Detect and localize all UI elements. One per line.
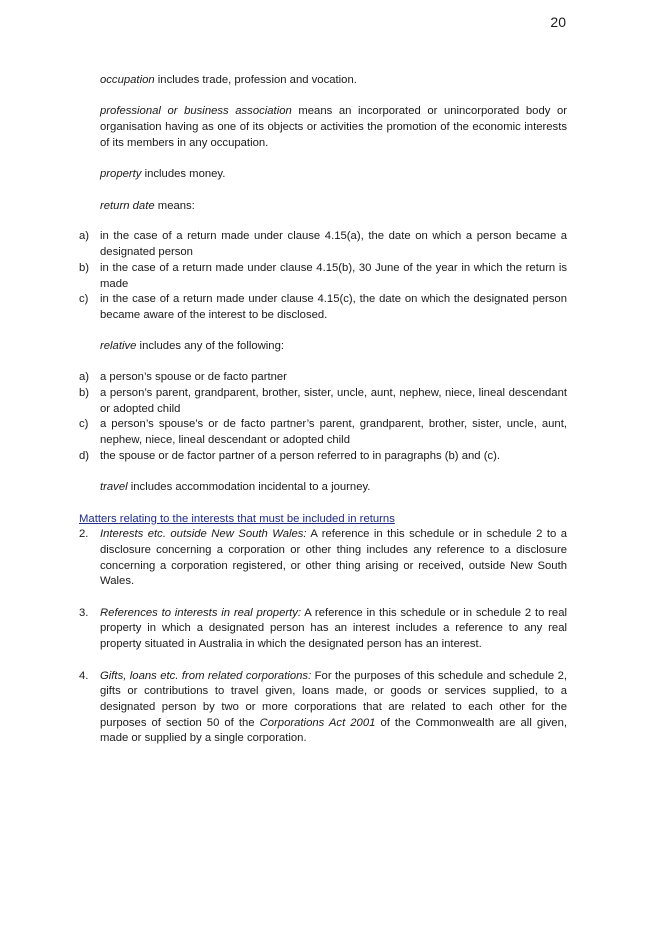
list-item [79,449,567,465]
defined-term: return date [100,199,155,212]
list-marker: a) [79,230,90,243]
clause-text [100,669,567,748]
relative-list [79,370,567,464]
clause-text [100,606,567,653]
definition-text: means an incorporated or unincorporated body or organisation having as one of its objects or activities the promotion of the economic interests of its members in any occupation. [100,105,567,149]
list-text: in the case of a return made under clause 4.15(c), the date on which the designated person became aware of the interest to be disclosed. [100,293,567,321]
list-text: a person’s spouse’s or de facto partner’s parent, grandparent, brother, sister, uncle, aunt, nephew, niece, lineal descendant or adopted child [100,418,567,447]
clause-text [100,527,567,590]
defined-term: travel [100,481,128,494]
clause-number: 2. [79,528,89,541]
definition-property [100,167,567,183]
numbered-clauses [79,527,567,747]
list-item [79,292,567,323]
list-marker: d) [79,449,90,462]
clause-item [79,527,567,590]
definition-return-date [100,199,567,215]
clause-lead: References to interests in real property: [100,606,302,619]
clause-item [79,669,567,748]
list-text: in the case of a return made under clause 4.15(b), 30 June of the year in which the return is made [100,261,567,290]
list-marker: c) [79,293,89,306]
clause-body: A reference in this schedule or in schedule 2 to a disclosure concerning a corporation or other thing includes any reference to a disclosure concerning a corporation registered, or other thing arising or received, outside New South Wales. [100,528,567,588]
definition-text: includes any of the following: [136,340,284,353]
clause-number: 3. [79,606,89,619]
list-text: a person’s spouse or de facto partner [100,371,287,384]
page-number: 20 [550,14,566,30]
clause-body-tail: of the Commonwealth are all given, made or supplied by a single corporation. [100,716,568,745]
clause-body: A reference in this schedule or in schedule 2 to real property in which a designated person has an interest includes a reference to any real property situated in Australia in which the designated person has an interest. [100,606,567,651]
list-marker: b) [79,386,90,399]
defined-term: property [100,168,142,181]
clause-lead: Gifts, loans etc. from related corporations: [100,669,312,682]
clause-number: 4. [79,669,89,682]
document-body [79,73,567,763]
definition-occupation [100,73,567,89]
clause-lead: Interests etc. outside New South Wales: [100,528,307,541]
list-text: the spouse or de factor partner of a person referred to in paragraphs (b) and (c). [100,449,501,462]
definition-text: includes accommodation incidental to a journey. [127,481,371,494]
list-item [79,229,567,260]
list-text: a person’s parent, grandparent, brother, sister, uncle, aunt, nephew, niece, lineal descendant or adopted child [100,386,567,415]
definition-relative [100,339,567,355]
list-item [79,417,567,448]
clause-body: For the purposes of this schedule and schedule 2, gifts or contributions to travel given, loans made, or goods or services supplied, to a designated person by two or more corporations that are related to each other for the purposes of section 50 of the [100,669,567,729]
return-date-list [79,229,567,323]
definition-professional-association [100,104,567,151]
list-marker: a) [79,371,90,384]
defined-term: occupation [100,74,155,86]
list-item [79,386,567,417]
section-heading: Matters relating to the interests that must be included in returns [79,512,395,525]
list-item [79,261,567,292]
act-name: Corporations Act 2001 [259,716,376,729]
list-marker: c) [79,418,89,431]
definition-text: includes money. [141,168,226,181]
definition-text: means: [154,199,195,212]
list-marker: b) [79,261,90,274]
defined-term: relative [100,340,137,353]
defined-term: professional or business association [100,105,292,118]
list-item [79,370,567,386]
list-text: in the case of a return made under clause 4.15(a), the date on which a person became a designated person [100,230,567,259]
definition-text: includes trade, profession and vocation. [154,74,357,86]
definition-travel [100,480,567,496]
clause-item [79,606,567,653]
